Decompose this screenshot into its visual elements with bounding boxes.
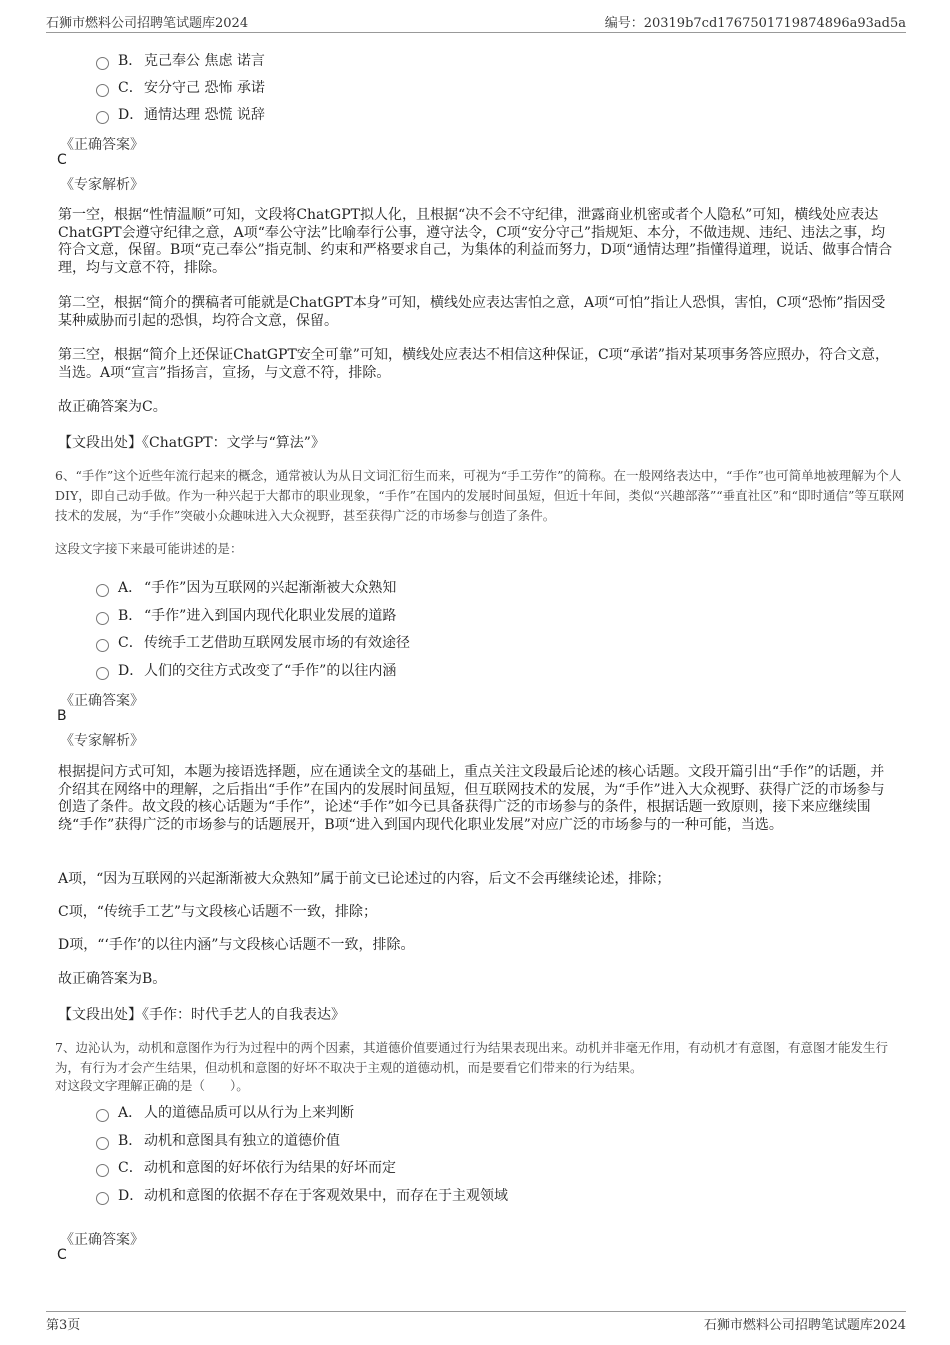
q5-option-c[interactable]: [96, 77, 265, 97]
option-letter: C．: [118, 80, 143, 96]
q5-source: 【文段出处】《ChatGPT：文学与“算法”》: [58, 435, 325, 451]
radio-icon[interactable]: [96, 1164, 109, 1177]
q6-answer-label: 《正确答案》: [60, 693, 144, 709]
radio-icon[interactable]: [96, 57, 109, 70]
footer-divider: [46, 1311, 906, 1312]
q5-option-d[interactable]: [96, 104, 265, 124]
radio-icon[interactable]: [96, 111, 109, 124]
radio-icon[interactable]: [96, 1192, 109, 1205]
footer-title: 石狮市燃料公司招聘笔试题库2024: [703, 1318, 906, 1333]
option-letter: A．: [118, 580, 143, 596]
page-number: 第3页: [46, 1318, 81, 1333]
q5-answer: C: [57, 152, 67, 168]
q7-option-a[interactable]: [96, 1102, 354, 1122]
q6-option-b[interactable]: [96, 605, 396, 625]
option-letter: B．: [118, 608, 143, 624]
option-text: 通情达理 恐慌 说辞: [144, 107, 265, 123]
radio-icon[interactable]: [96, 84, 109, 97]
q6-source: 【文段出处】《手作：时代手艺人的自我表达》: [58, 1007, 345, 1023]
header-divider: [46, 32, 906, 33]
option-text: 传统手工艺借助互联网发展市场的有效途径: [144, 635, 410, 651]
q5-analysis-paragraph: 第二空，根据“简介的撰稿者可能就是ChatGPT本身”可知，横线处应表达害怕之意，A项“可怕”指让人恐惧，害怕，C项“恐怖”指因受某种威胁而引起的恐惧，均符合文意，保留。: [58, 295, 886, 329]
option-letter: D．: [118, 1188, 144, 1204]
option-letter: A．: [118, 1105, 143, 1121]
q5-option-b[interactable]: [96, 50, 265, 70]
option-text: 安分守己 恐怖 承诺: [144, 80, 265, 96]
q7-prompt: 对这段文字理解正确的是（ ）。: [55, 1078, 249, 1093]
q6-analysis-paragraph: 根据提问方式可知，本题为接语选择题，应在通读全文的基础上，重点关注文段最后论述的核心话题。文段开篇引出“手作”的话题，并介绍其在网络中的理解，之后指出“手作”在国内的发展时间虽短，但互联网技术的发展，为“手作”进入大众视野、获得广泛的市场参与创造了条件。故文段的核心话题为“手作”，论述“手作”如今已具备获得广泛的市场参与的条件，根据话题一致原则，接下来应继续围绕“手作”获得广泛的市场参与的话题展开，B项“进入到国内现代化职业发展”对应广泛的市场参与的一种可能，当选。: [58, 764, 885, 833]
header-doc-id: 编号：20319b7cd1767501719874896a93ad5a: [604, 16, 906, 31]
q5-analysis-paragraph: 第三空，根据“简介上还保证ChatGPT安全可靠”可知，横线处应表达不相信这种保证，C项“承诺”指对某项事务答应照办，符合文意，当选。A项“宣言”指扬言，宣扬，与文意不符，排除。: [58, 347, 889, 381]
q6-analysis-paragraph: A项，“因为互联网的兴起渐渐被大众熟知”属于前文已论述过的内容，后文不会再继续论述，排除；: [58, 871, 671, 887]
option-text: 动机和意图的依据不存在于客观效果中，而存在于主观领域: [144, 1188, 508, 1204]
q6-analysis-paragraph: C项，“传统手工艺”与文段核心话题不一致，排除；: [58, 904, 378, 920]
q6-option-c[interactable]: [96, 632, 410, 652]
q7-option-c[interactable]: [96, 1157, 396, 1177]
option-text: 人的道德品质可以从行为上来判断: [144, 1105, 354, 1121]
radio-icon[interactable]: [96, 612, 109, 625]
radio-icon[interactable]: [96, 1137, 109, 1150]
option-letter: C．: [118, 1160, 143, 1176]
radio-icon[interactable]: [96, 584, 109, 597]
radio-icon[interactable]: [96, 667, 109, 680]
option-text: 动机和意图的好坏依行为结果的好坏而定: [144, 1160, 396, 1176]
q6-option-d[interactable]: [96, 660, 396, 680]
q6-option-a[interactable]: [96, 577, 396, 597]
option-text: 人们的交往方式改变了“手作”的以往内涵: [144, 663, 397, 679]
option-letter: D．: [118, 107, 144, 123]
radio-icon[interactable]: [96, 1109, 109, 1122]
q5-analysis-label: 《专家解析》: [60, 177, 144, 193]
q5-analysis-paragraph: 第一空，根据“性情温顺”可知，文段将ChatGPT拟人化，且根据“决不会不守纪律，泄露商业机密或者个人隐私”可知，横线处应表达ChatGPT会遵守纪律之意，A项“奉公守法”比喻奉行公事，遵守法令，C项“安分守己”指规矩、本分，不做违规、违纪、违法之事，均符合文意，保留。B项“克己奉公”指克制、约束和严格要求自己，为集体的利益而努力，D项“通情达理”指懂得道理，说话、做事合情合理，均与文意不符，排除。: [58, 207, 893, 276]
q7-option-d[interactable]: [96, 1185, 508, 1205]
radio-icon[interactable]: [96, 639, 109, 652]
q5-answer-label: 《正确答案》: [60, 137, 144, 153]
q6-question: 6、“手作”这个近些年流行起来的概念，通常被认为从日文词汇衍生而来，可视为“手工劳作”的简称。在一般网络表达中，“手作”也可简单地被理解为个人DIY，即自己动手做。作为一种兴起于大都市的职业现象，“手作”在国内的发展时间虽短，但近十年间，类似“兴趣部落”“垂直社区”和“即时通信”等互联网技术的发展，为“手作”突破小众趣味进入大众视野，甚至获得广泛的市场参与创造了条件。: [55, 468, 905, 523]
q7-question: 7、边沁认为，动机和意图作为行为过程中的两个因素，其道德价值要通过行为结果表现出来。动机并非毫无作用，有动机才有意图，有意图才能发生行为，有行为才会产生结果，但动机和意图的好坏不取决于主观的道德动机，而是要看它们带来的行为结果。: [55, 1040, 888, 1075]
q7-answer-label: 《正确答案》: [60, 1232, 144, 1248]
option-letter: B．: [118, 53, 143, 69]
option-letter: D．: [118, 663, 144, 679]
q6-analysis-label: 《专家解析》: [60, 733, 144, 749]
option-letter: B．: [118, 1133, 143, 1149]
option-text: 动机和意图具有独立的道德价值: [144, 1133, 340, 1149]
q6-answer: B: [57, 708, 67, 724]
q5-conclusion: 故正确答案为C。: [58, 399, 167, 415]
header-title: 石狮市燃料公司招聘笔试题库2024: [46, 16, 249, 31]
option-text: 克己奉公 焦虑 诺言: [144, 53, 265, 69]
q7-answer: C: [57, 1247, 67, 1263]
option-text: “手作”因为互联网的兴起渐渐被大众熟知: [144, 580, 397, 596]
q6-analysis-paragraph: D项，“‘手作’的以往内涵”与文段核心话题不一致，排除。: [58, 937, 415, 953]
q7-option-b[interactable]: [96, 1130, 340, 1150]
option-letter: C．: [118, 635, 143, 651]
option-text: “手作”进入到国内现代化职业发展的道路: [144, 608, 397, 624]
q6-prompt: 这段文字接下来最可能讲述的是：: [55, 541, 243, 556]
q6-conclusion: 故正确答案为B。: [58, 971, 167, 987]
